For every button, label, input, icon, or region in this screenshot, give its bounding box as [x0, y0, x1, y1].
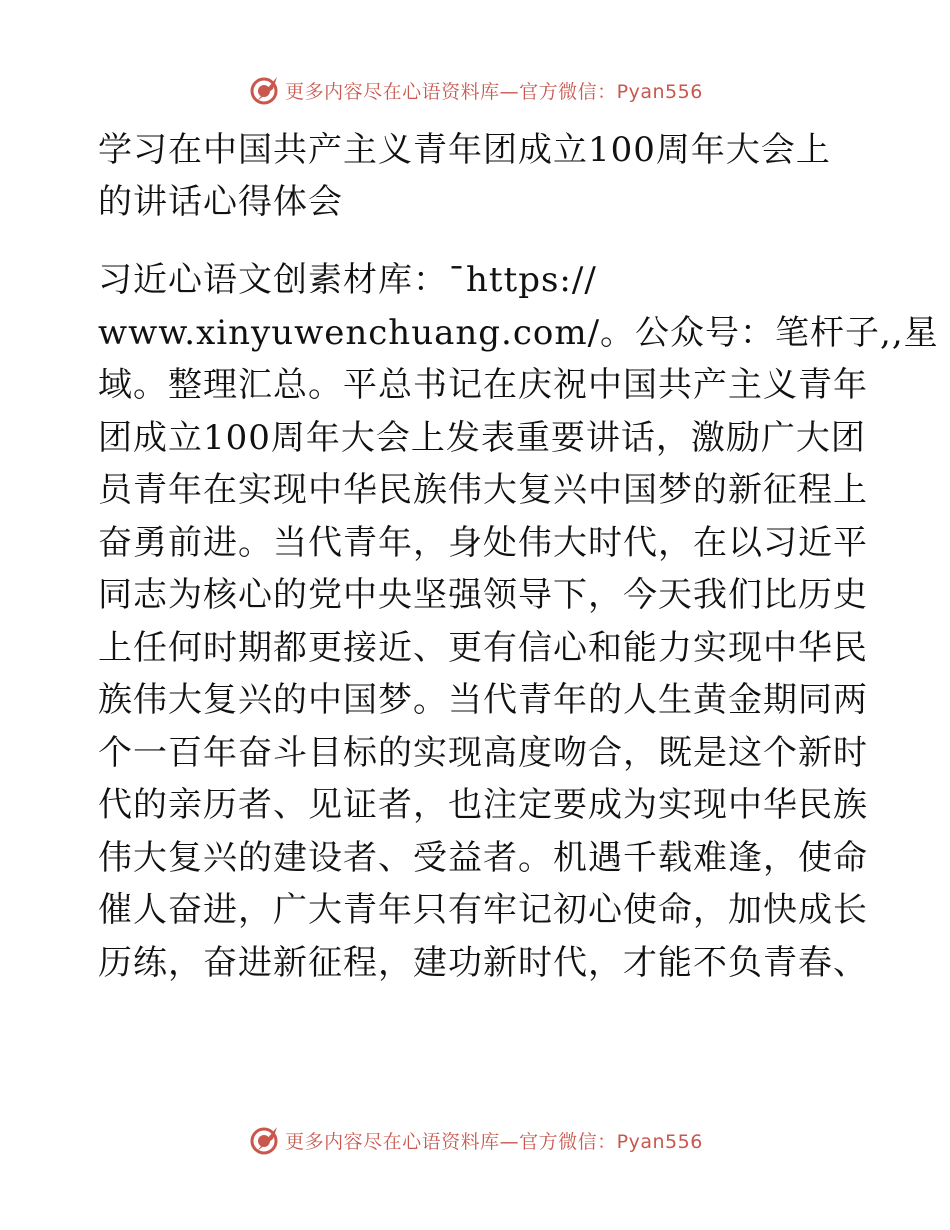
header-watermark-banner — [0, 70, 950, 110]
body-line: www.xinyuwenchuang.com/。公众号：笔杆子,,星 — [98, 312, 939, 353]
body-line: 族伟大复兴的中国梦。当代青年的人生黄金期同两 — [98, 680, 868, 720]
body-line: 员青年在实现中华民族伟大复兴中国梦的新征程上 — [98, 470, 868, 510]
footer-watermark-text: 更多内容尽在心语资料库—官方微信：Pyan556 — [285, 1130, 703, 1153]
document-body — [98, 254, 939, 989]
document-title — [98, 124, 848, 228]
header-watermark-text: 更多内容尽在心语资料库—官方微信：Pyan556 — [285, 80, 703, 103]
body-line: 团成立100周年大会上发表重要讲话，激励广大团 — [98, 417, 866, 458]
body-line: 代的亲历者、见证者，也注定要成为实现中华民族 — [98, 785, 868, 825]
body-line: 催人奋进，广大青年只有牢记初心使命，加快成长 — [98, 890, 868, 930]
quill-logo-icon — [247, 73, 281, 107]
body-line: 同志为核心的党中央坚强领导下，今天我们比历史 — [98, 575, 868, 615]
body-line: 习近心语文创素材库：¯https:// — [98, 260, 597, 300]
body-line: 域。整理汇总。平总书记在庆祝中国共产主义青年 — [98, 365, 868, 405]
title-line: 的讲话心得体会 — [98, 182, 343, 222]
footer-watermark-banner — [0, 1120, 950, 1160]
body-line: 伟大复兴的建设者、受益者。机遇千载难逢，使命 — [98, 837, 868, 878]
body-line: 奋勇前进。当代青年，身处伟大时代，在以习近平 — [98, 522, 868, 563]
body-line: 历练，奋进新征程，建功新时代，才能不负青春、 — [98, 942, 868, 983]
body-line: 个一百年奋斗目标的实现高度吻合，既是这个新时 — [98, 732, 868, 773]
quill-logo-icon — [247, 1123, 281, 1157]
body-line: 上任何时期都更接近、更有信心和能力实现中华民 — [98, 627, 868, 668]
title-line: 学习在中国共产主义青年团成立100周年大会上 — [98, 130, 831, 170]
